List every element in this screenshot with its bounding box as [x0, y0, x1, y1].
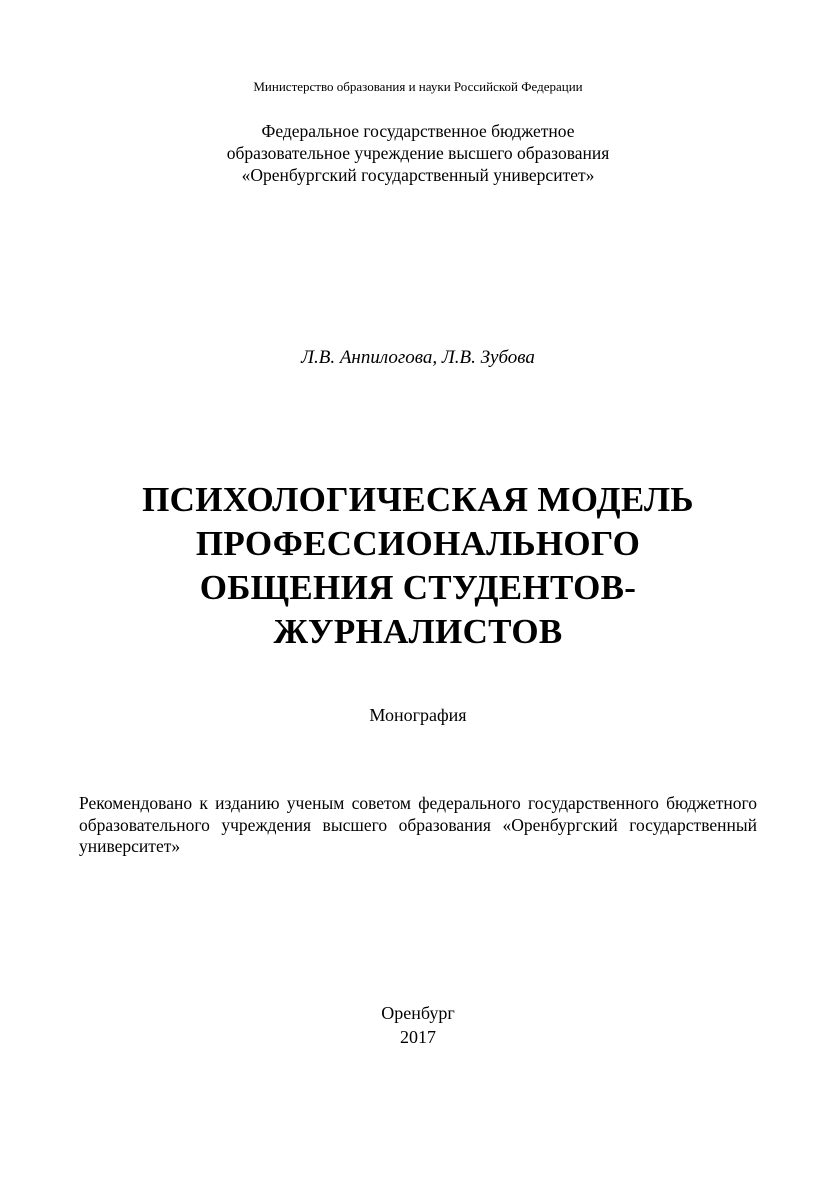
year: 2017 [400, 1027, 436, 1047]
university-line-2: образовательное учреждение высшего образования [226, 143, 610, 163]
title-line-3: ОБЩЕНИЯ СТУДЕНТОВ- [199, 568, 637, 607]
university-line-3: «Оренбургский государственный университет» [241, 165, 595, 185]
ministry-name: Министерство образования и науки Российской Федерации [253, 79, 583, 94]
book-title [0, 478, 836, 654]
city: Оренбург [381, 1003, 455, 1023]
recommendation-text: Рекомендовано к изданию ученым советом федерального государственного бюджетного образовательного учреждения высшего образования «Оренбургский государственный университет» [79, 793, 757, 856]
title-line-4: ЖУРНАЛИСТОВ [273, 612, 563, 651]
title-line-1: ПСИХОЛОГИЧЕСКАЯ МОДЕЛЬ [142, 480, 694, 519]
university-line-1: Федеральное государственное бюджетное [261, 121, 575, 141]
title-line-2: ПРОФЕССИОНАЛЬНОГО [195, 524, 641, 563]
university-name [0, 120, 836, 186]
authors: Л.В. Анпилогова, Л.В. Зубова [301, 347, 535, 368]
genre-label: Монография [369, 705, 467, 725]
imprint [0, 1001, 836, 1049]
